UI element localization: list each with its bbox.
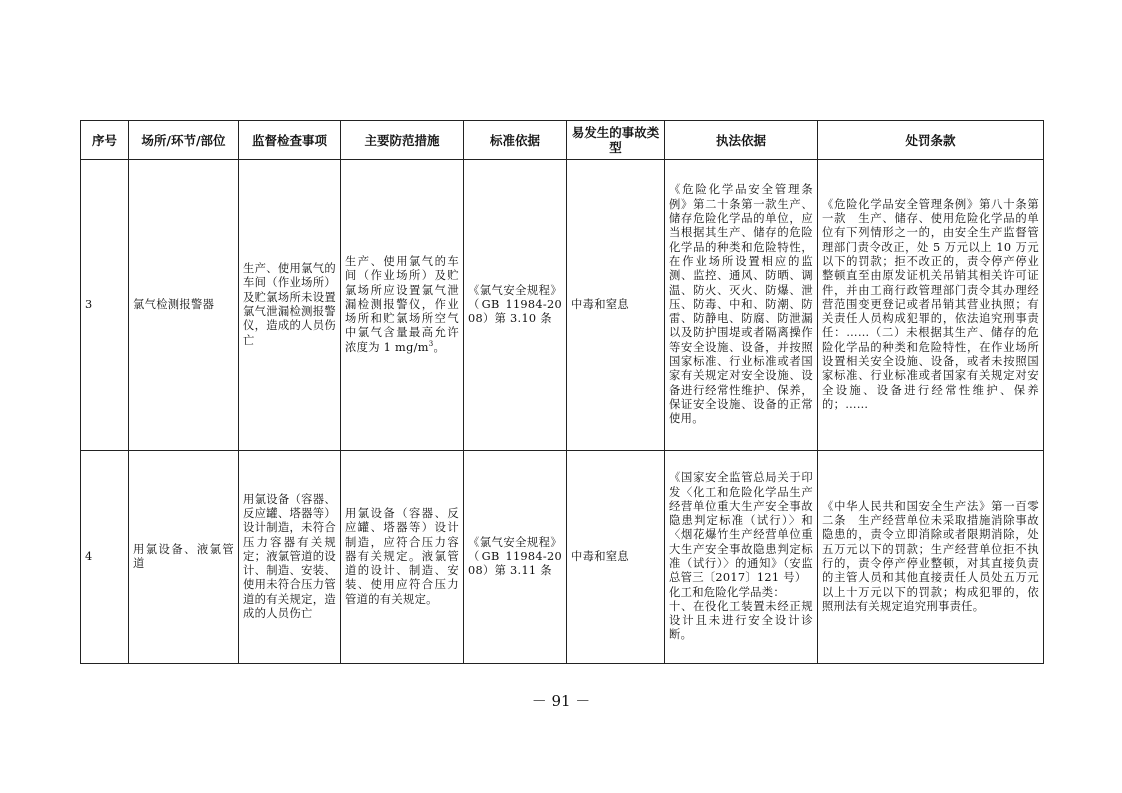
row-inspection-item: 生产、使用氯气的车间（作业场所）及贮氯场所未设置氯气泄漏检测报警仪，造成的人员伤亡 bbox=[239, 160, 341, 451]
row-penalty-clause: 《危险化学品安全管理条例》第八十条第一款 生产、储存、使用危险化学品的单位有下列情形之一的，由安全生产监督管理部门责令改正，处 5 万元以上 10 万元以下的罚款；拒不改正的，责令停产停业整顿直至由原发证机关吊销其相关许可证件，并由工商行政管理部门责令其办理经营范围变更登记或者吊销其营业执照；有关责任人员构成犯罪的，依法追究刑事责任：……（二）未根据其生产、储存的危险化学品的种类和危险特性，在作业场所设置相关安全设施、设备，或者未按照国家标准、行业标准或者国家有关规定对安全设施、设备进行经常性维护、保养的；…… bbox=[818, 160, 1044, 451]
row-law-basis: 《危险化学品安全管理条例》第二十条第一款生产、储存危险化学品的单位，应当根据其生产、储存的危险化学品的种类和危险特性，在作业场所设置相应的监测、监控、通风、防晒、调温、防火、灭火、防爆、泄压、防毒、中和、防潮、防雷、防静电、防腐、防泄漏以及防护围堤或者隔离操作等安全设施、设备，并按照国家标准、行业标准或者国家有关规定对安全设施、设备进行经常性维护、保养，保证安全设施、设备的正常使用。 bbox=[665, 160, 818, 451]
table-row bbox=[81, 451, 1044, 664]
law-paragraph: 化工和危险化学品类： bbox=[669, 585, 785, 599]
measure-superscript: 3 bbox=[428, 339, 434, 348]
row-place: 氯气检测报警器 bbox=[129, 160, 239, 451]
row-inspection-item: 用氯设备（容器、反应罐、塔器等）设计制造，未符合压力容器有关规定；液氯管道的设计、制造、安装、使用未符合压力管道的有关规定，造成的人员伤亡 bbox=[239, 451, 341, 664]
header-standard-basis: 标准依据 bbox=[464, 121, 567, 160]
row-standard-basis: 《氯气安全规程》（GB 11984-2008）第 3.11 条 bbox=[464, 451, 567, 664]
row-index: 3 bbox=[81, 160, 129, 451]
header-index: 序号 bbox=[81, 121, 129, 160]
header-penalty-clause: 处罚条款 bbox=[818, 121, 1044, 160]
law-paragraph: 十、在役化工装置未经正规设计且未进行安全设计诊断。 bbox=[669, 599, 813, 642]
law-paragraph: 《国家安全监管总局关于印发〈化工和危险化学品生产经营单位重大生产安全事故隐患判定标准（试行）〉和〈烟花爆竹生产经营单位重大生产安全事故隐患判定标准（试行）〉的通知》（安监总管三〔2017〕121 号） bbox=[669, 471, 813, 585]
header-law-basis: 执法依据 bbox=[665, 121, 818, 160]
row-accident-type: 中毒和窒息 bbox=[567, 160, 665, 451]
row-accident-type: 中毒和窒息 bbox=[567, 451, 665, 664]
row-law-basis bbox=[665, 451, 818, 664]
row-penalty-clause: 《中华人民共和国安全生产法》第一百零二条 生产经营单位未采取措施消除事故隐患的，责令立即消除或者限期消除，处五万元以下的罚款；生产经营单位拒不执行的，责令停产停业整顿，对其直接负责的主管人员和其他直接责任人员处五万元以上十万元以下的罚款；构成犯罪的，依照刑法有关规定追究刑事责任。 bbox=[818, 451, 1044, 664]
row-standard-basis: 《氯气安全规程》（GB 11984-2008）第 3.10 条 bbox=[464, 160, 567, 451]
measure-end: 。 bbox=[433, 340, 446, 354]
header-accident-type: 易发生的事故类型 bbox=[567, 121, 665, 160]
row-prevention-measure: 用氯设备（容器、反应罐、塔器等）设计制造，应符合压力容器有关规定。液氯管道的设计、制造、安装、使用应符合压力管道的有关规定。 bbox=[341, 451, 464, 664]
header-prevention-measure: 主要防范措施 bbox=[341, 121, 464, 160]
regulation-table bbox=[80, 120, 1044, 664]
header-place: 场所/环节/部位 bbox=[129, 121, 239, 160]
page-number: － 91 － bbox=[531, 692, 591, 710]
table-row bbox=[81, 160, 1044, 451]
header-row bbox=[81, 121, 1044, 160]
row-place: 用氯设备、液氯管道 bbox=[129, 451, 239, 664]
measure-text: 生产、使用氯气的车间（作业场所）及贮氯场所应设置氯气泄漏检测报警仪，作业场所和贮氯场所空气中氯气含量最高允许浓度为 1 mg/m bbox=[345, 254, 459, 354]
row-index: 4 bbox=[81, 451, 129, 664]
header-inspection-item: 监督检查事项 bbox=[239, 121, 341, 160]
row-prevention-measure bbox=[341, 160, 464, 451]
